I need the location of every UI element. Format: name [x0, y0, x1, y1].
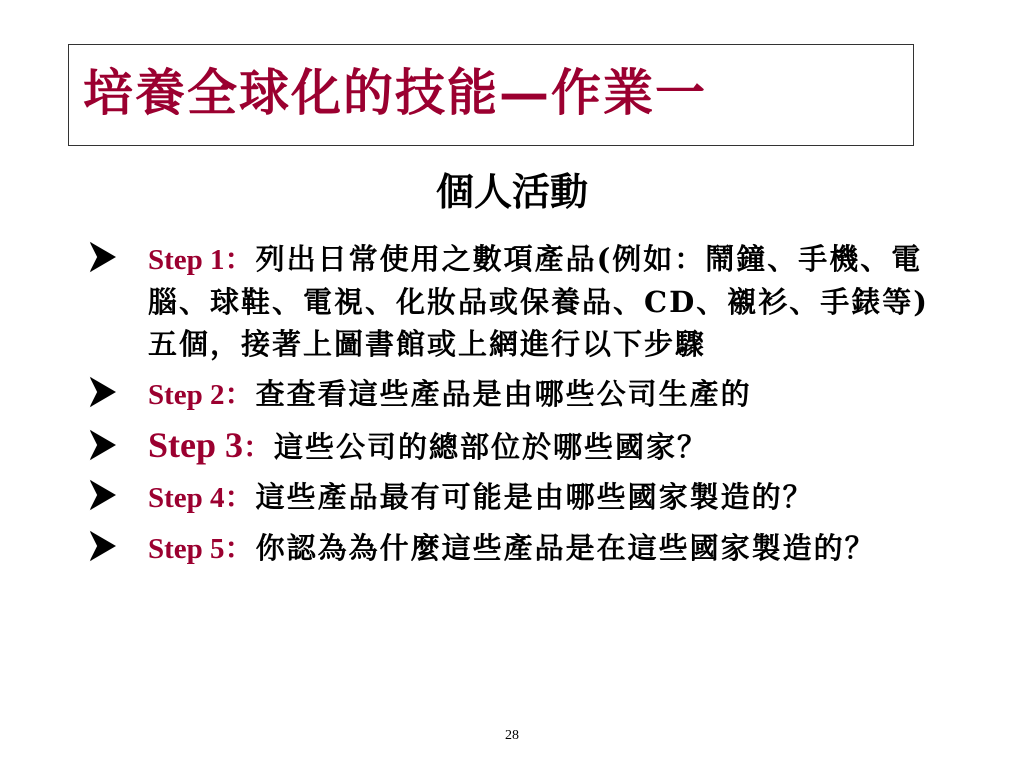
step-text [148, 373, 948, 416]
step-description: 列出日常使用之數項產品(例如：鬧鐘、手機、電腦、球鞋、電視、化妝品或保養品、CD、襯衫、手錶等)五個，接著上圖書館或上網進行以下步驟 [148, 242, 929, 361]
step-text [148, 238, 948, 365]
step-label: Step 3 [148, 425, 244, 465]
step-label: Step 2 [148, 379, 225, 411]
step-label: Step 4 [148, 482, 225, 514]
step-colon: ： [224, 377, 256, 411]
step-text [148, 527, 948, 570]
list-item-step-3 [88, 424, 948, 468]
slide-subtitle: 個人活動 [435, 169, 588, 214]
step-colon: ： [224, 480, 256, 514]
step-description: 查查看這些產品是由哪些公司生產的 [255, 377, 752, 411]
step-colon: ： [224, 242, 256, 276]
arrowhead-bullet-icon [88, 529, 118, 563]
step-text [148, 476, 948, 519]
step-list [88, 238, 948, 578]
step-text [148, 424, 948, 468]
step-description: 你認為為什麼這些產品是在這些國家製造的？ [255, 531, 876, 565]
arrowhead-bullet-icon [88, 428, 118, 462]
arrowhead-bullet-icon [88, 375, 118, 409]
slide-title: 培養全球化的技能—作業一 [83, 63, 707, 122]
list-item-step-5 [88, 527, 948, 570]
page-number: 28 [505, 728, 519, 743]
step-label: Step 1 [148, 244, 225, 276]
step-description: 這些產品最有可能是由哪些國家製造的？ [255, 480, 814, 514]
arrowhead-bullet-icon [88, 478, 118, 512]
list-item-step-1 [88, 238, 948, 365]
arrowhead-bullet-icon [88, 240, 118, 274]
step-colon: ： [224, 531, 256, 565]
step-label: Step 5 [148, 533, 225, 565]
step-colon: ： [243, 430, 275, 464]
step-description: 這些公司的總部位於哪些國家？ [274, 430, 709, 464]
list-item-step-2 [88, 373, 948, 416]
title-box [68, 44, 914, 146]
list-item-step-4 [88, 476, 948, 519]
